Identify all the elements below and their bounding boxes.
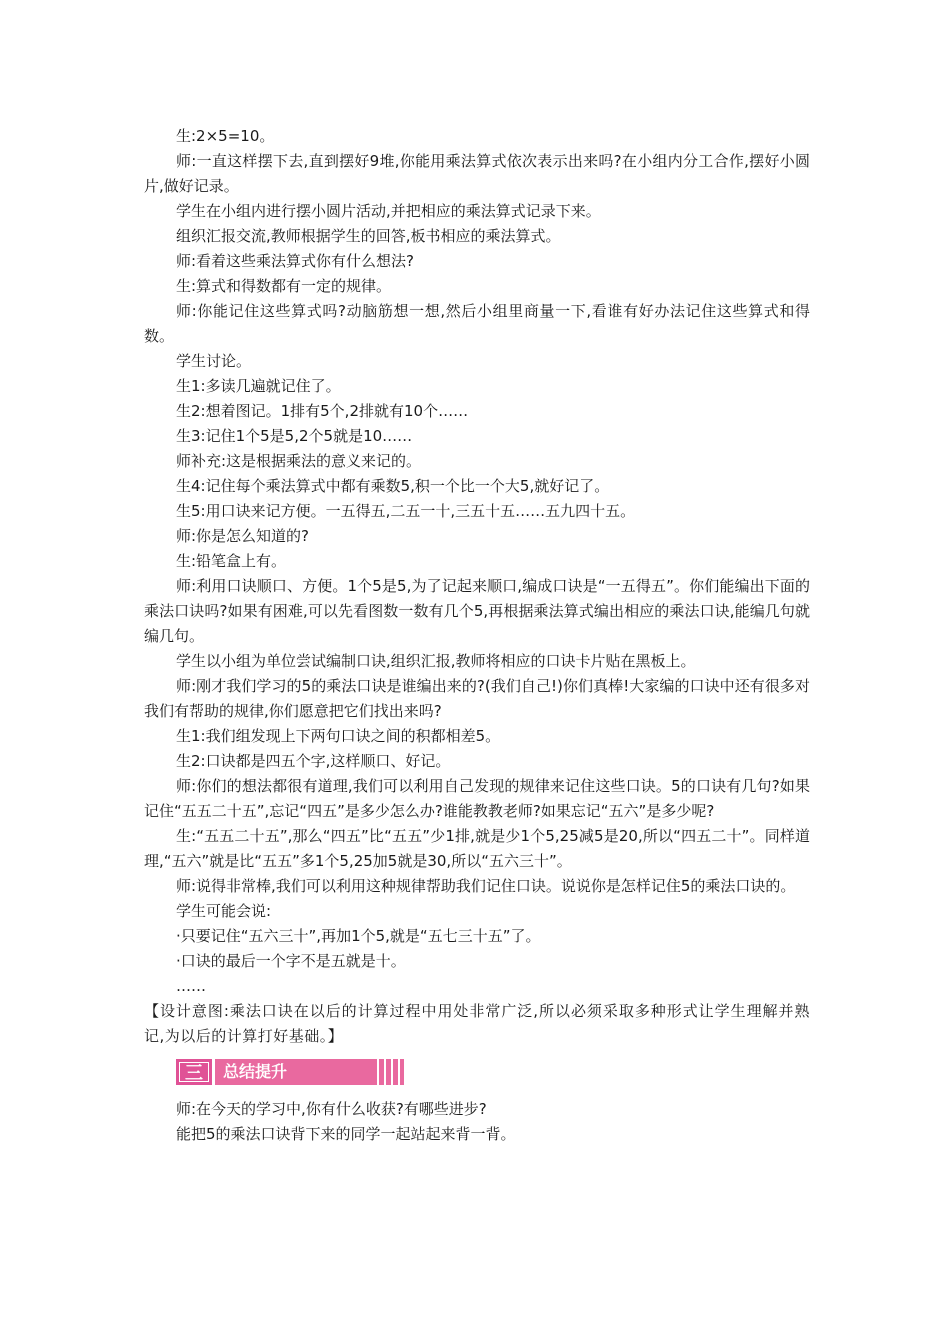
paragraph: 生:算式和得数都有一定的规律。 bbox=[176, 277, 392, 295]
section-number: 三 bbox=[176, 1059, 212, 1085]
paragraph: 师:在今天的学习中,你有什么收获?有哪些进步? bbox=[176, 1100, 487, 1118]
decorative-stripes bbox=[377, 1059, 400, 1085]
paragraph: 生2:想着图记。1排有5个,2排就有10个…… bbox=[176, 402, 469, 420]
paragraph: 师:利用口诀顺口、方便。1个5是5,为了记起来顺口,编成口诀是“一五得五”。你们能编出下面的乘法口诀吗?如果有困难,可以先看图数一数有几个5,再根据乘法算式编出相应的乘法口诀,能编几句就编几句。 bbox=[144, 577, 810, 645]
paragraph: ·口诀的最后一个字不是五就是十。 bbox=[176, 952, 406, 970]
paragraph: 师:说得非常棒,我们可以利用这种规律帮助我们记住口诀。说说你是怎样记住5的乘法口诀的。 bbox=[176, 877, 796, 895]
paragraph: 生:铅笔盒上有。 bbox=[176, 552, 287, 570]
paragraph: 生5:用口诀来记方便。一五得五,二五一十,三五十五……五九四十五。 bbox=[176, 502, 636, 520]
paragraph: 生3:记住1个5是5,2个5就是10…… bbox=[176, 427, 413, 445]
paragraph: 学生可能会说: bbox=[176, 902, 272, 920]
paragraph: 能把5的乘法口诀背下来的同学一起站起来背一背。 bbox=[176, 1125, 516, 1143]
section-title-bar bbox=[215, 1059, 404, 1085]
paragraph: 生4:记住每个乘法算式中都有乘数5,积一个比一个大5,就好记了。 bbox=[176, 477, 610, 495]
paragraph: 师:你是怎么知道的? bbox=[176, 527, 310, 545]
lesson-content bbox=[144, 124, 810, 1147]
paragraph: 生:“五五二十五”,那么“四五”比“五五”少1排,就是少1个5,25减5是20,所以“四五二十”。同样道理,“五六”就是比“五五”多1个5,25加5就是30,所以“五六三十”。 bbox=[144, 827, 810, 870]
paragraph: 组织汇报交流,教师根据学生的回答,板书相应的乘法算式。 bbox=[176, 227, 561, 245]
dialogue-section bbox=[144, 124, 810, 999]
paragraph: 学生以小组为单位尝试编制口诀,组织汇报,教师将相应的口诀卡片贴在黑板上。 bbox=[176, 652, 696, 670]
design-intent-note: 【设计意图:乘法口诀在以后的计算过程中用处非常广泛,所以必须采取多种形式让学生理解并熟记,为以后的计算打好基础。】 bbox=[144, 1002, 810, 1045]
paragraph: 生:2×5=10。 bbox=[176, 127, 275, 145]
paragraph: 师:你能记住这些算式吗?动脑筋想一想,然后小组里商量一下,看谁有好办法记住这些算式和得数。 bbox=[144, 302, 810, 345]
paragraph: 师:看着这些乘法算式你有什么想法? bbox=[176, 252, 415, 270]
paragraph: 师:一直这样摆下去,直到摆好9堆,你能用乘法算式依次表示出来吗?在小组内分工合作,摆好小圆片,做好记录。 bbox=[144, 152, 810, 195]
paragraph: 学生在小组内进行摆小圆片活动,并把相应的乘法算式记录下来。 bbox=[176, 202, 601, 220]
paragraph: 学生讨论。 bbox=[176, 352, 252, 370]
paragraph: ·只要记住“五六三十”,再加1个5,就是“五七三十五”了。 bbox=[176, 927, 541, 945]
section-title: 总结提升 bbox=[223, 1062, 288, 1081]
paragraph: 生1:多读几遍就记住了。 bbox=[176, 377, 341, 395]
paragraph: 生2:口诀都是四五个字,这样顺口、好记。 bbox=[176, 752, 451, 770]
paragraph: 师补充:这是根据乘法的意义来记的。 bbox=[176, 452, 422, 470]
summary-section bbox=[144, 1097, 810, 1147]
paragraph: 师:刚才我们学习的5的乘法口诀是谁编出来的?(我们自己!)你们真棒!大家编的口诀中还有很多对我们有帮助的规律,你们愿意把它们找出来吗? bbox=[144, 677, 810, 720]
paragraph: 师:你们的想法都很有道理,我们可以利用自己发现的规律来记住这些口诀。5的口诀有几句?如果记住“五五二十五”,忘记“四五”是多少怎么办?谁能教教老师?如果忘记“五六”是多少呢? bbox=[144, 777, 810, 820]
paragraph: 生1:我们组发现上下两句口诀之间的积都相差5。 bbox=[176, 727, 501, 745]
paragraph: …… bbox=[176, 977, 206, 995]
section-heading bbox=[176, 1059, 404, 1085]
